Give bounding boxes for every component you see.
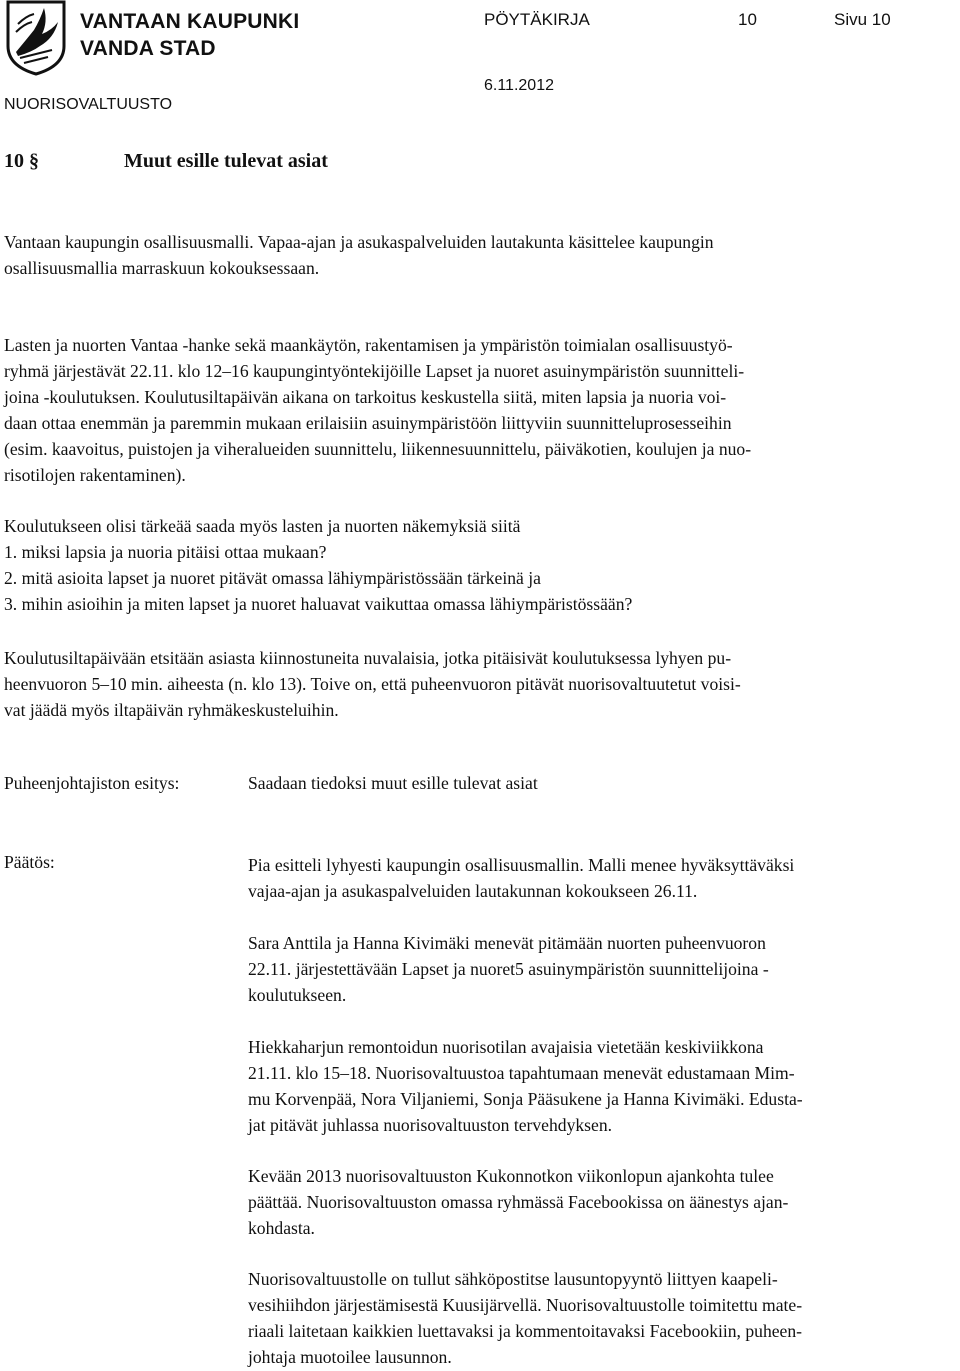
text-line: kohdasta. bbox=[248, 1218, 315, 1238]
text-line: 22.11. järjestettävään Lapset ja nuoret5 asuinympäristön suunnittelijoina - bbox=[248, 959, 769, 979]
text-line: Nuorisovaltuustolle on tullut sähköpostitse lausuntopyyntö liittyen kaapeli- bbox=[248, 1269, 778, 1289]
paragraph-questions-list bbox=[4, 513, 954, 617]
text-line: vesihiihdon järjestämisestä Kuusijärvellä. Nuorisovaltuustolle toimitettu mate- bbox=[248, 1295, 803, 1315]
text-line: Koulutusiltapäivään etsitään asiasta kiinnostuneita nuvalaisia, jotka pitäisivät koulutuksessa lyhyen pu- bbox=[4, 648, 732, 668]
decision-paragraph bbox=[248, 1163, 954, 1241]
text-line: (esim. kaavoitus, puistojen ja viheralueiden suunnittelu, liikennesuunnittelu, päiväkotien, koulujen ja nuo- bbox=[4, 439, 752, 459]
proposal-label: Puheenjohtajiston esitys: bbox=[4, 773, 180, 793]
text-line: johtaja muotoilee lausunnon. bbox=[248, 1347, 452, 1367]
text-line: Sara Anttila ja Hanna Kivimäki menevät pitämään nuorten puheenvuoron bbox=[248, 933, 766, 953]
text-line: ryhmä järjestävät 22.11. klo 12–16 kaupungintyöntekijöille Lapset ja nuoret asuinympäristön suunnitteli- bbox=[4, 361, 745, 381]
decision-paragraph bbox=[248, 1034, 954, 1138]
header-section-number: 10 bbox=[738, 10, 757, 29]
list-item: 3. mihin asioihin ja miten lapset ja nuoret haluavat vaikuttaa omassa lähiympäristössään? bbox=[4, 594, 633, 614]
paragraph-participation-model bbox=[4, 229, 954, 281]
text-line: 21.11. klo 15–18. Nuorisovaltuustoa tapahtumaan menevät edustamaan Mim- bbox=[248, 1063, 795, 1083]
list-item: 1. miksi lapsia ja nuoria pitäisi ottaa mukaan? bbox=[4, 542, 327, 562]
text-line: Hiekkaharjun remontoidun nuorisotilan avajaisia vietetään keskiviikkona bbox=[248, 1037, 764, 1057]
text-line: Vantaan kaupungin osallisuusmalli. Vapaa-ajan ja asukaspalveluiden lautakunta käsittelee kaupungin bbox=[4, 232, 714, 252]
decision-label: Päätös: bbox=[4, 852, 55, 872]
document-date: 6.11.2012 bbox=[484, 77, 554, 94]
text-line: joina -koulutuksen. Koulutusiltapäivän aikana on tarkoitus keskustella siitä, miten lapsia ja nuoria voi- bbox=[4, 387, 727, 407]
text-line: Koulutukseen olisi tärkeää saada myös lasten ja nuorten näkemyksiä siitä bbox=[4, 516, 521, 536]
text-line: koulutukseen. bbox=[248, 985, 347, 1005]
document-type: PÖYTÄKIRJA bbox=[484, 10, 590, 29]
list-item: 2. mitä asioita lapset ja nuoret pitävät omassa lähiympäristössään tärkeinä ja bbox=[4, 568, 541, 588]
decision-paragraph bbox=[248, 930, 954, 1008]
text-line: Lasten ja nuorten Vantaa -hanke sekä maankäytön, rakentamisen ja ympäristön toimialan osallisuustyö- bbox=[4, 335, 733, 355]
decision-paragraph bbox=[248, 852, 954, 904]
text-line: mu Korvenpää, Nora Viljaniemi, Sonja Pääsukene ja Hanna Kivimäki. Edusta- bbox=[248, 1089, 803, 1109]
decision-paragraph bbox=[248, 1266, 954, 1370]
proposal-text: Saadaan tiedoksi muut esille tulevat asiat bbox=[248, 773, 538, 793]
text-line: risotilojen rakentaminen). bbox=[4, 465, 186, 485]
paragraph-speaker-request bbox=[4, 645, 954, 723]
text-line: vat jäädä myös iltapäivän ryhmäkeskusteluihin. bbox=[4, 700, 339, 720]
text-line: vajaa-ajan ja asukaspalveluiden lautakunnan kokoukseen 26.11. bbox=[248, 881, 698, 901]
vantaa-crest-logo bbox=[4, 0, 68, 76]
department-name: NUORISOVALTUUSTO bbox=[4, 96, 173, 113]
section-heading bbox=[4, 150, 328, 173]
organization-name-sv: VANDA STAD bbox=[80, 37, 216, 60]
text-line: Kevään 2013 nuorisovaltuuston Kukonnotkon viikonlopun ajankohta tulee bbox=[248, 1166, 774, 1186]
section-title: Muut esille tulevat asiat bbox=[124, 150, 328, 172]
text-line: heenvuoron 5–10 min. aiheesta (n. klo 13). Toive on, että puheenvuoron pitävät nuorisovaltuutetut voisi- bbox=[4, 674, 741, 694]
text-line: daan ottaa enemmän ja paremmin mukaan erilaisiin asuinympäristöön liittyviin suunnitteluprosesseihin bbox=[4, 413, 732, 433]
paragraph-training-event bbox=[4, 332, 954, 488]
text-line: Pia esitteli lyhyesti kaupungin osallisuusmallin. Malli menee hyväksyttäväksi bbox=[248, 855, 795, 875]
text-line: päättää. Nuorisovaltuuston omassa ryhmässä Facebookissa on äänestys ajan- bbox=[248, 1192, 789, 1212]
section-number: 10 § bbox=[4, 150, 39, 172]
organization-name-fi: VANTAAN KAUPUNKI bbox=[80, 10, 300, 33]
text-line: riaali laitetaan kaikkien luettavaksi ja kommentoitavaksi Facebookiin, puheen- bbox=[248, 1321, 803, 1341]
text-line: jat pitävät juhlassa nuorisovaltuuston tervehdyksen. bbox=[248, 1115, 613, 1135]
text-line: osallisuusmallia marraskuun kokouksessaan. bbox=[4, 258, 320, 278]
page-number: Sivu 10 bbox=[834, 10, 891, 29]
